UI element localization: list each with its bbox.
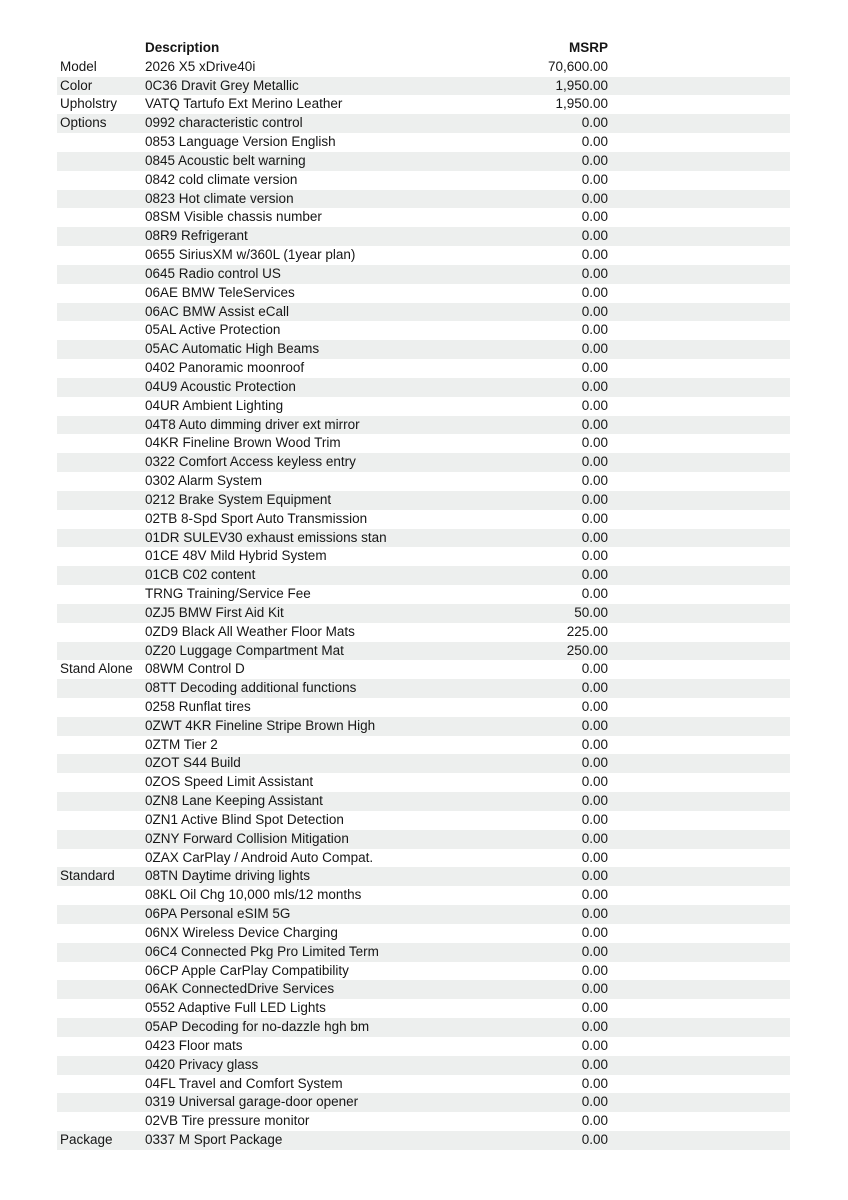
description-cell: 0ZAX CarPlay / Android Auto Compat.: [145, 849, 374, 865]
msrp-cell: 0.00: [581, 360, 608, 376]
msrp-cell: 0.00: [581, 811, 608, 827]
msrp-cell: 0.00: [581, 247, 608, 263]
table-row: [57, 1131, 790, 1150]
table-row: [57, 830, 790, 849]
description-cell: 08R9 Refrigerant: [145, 228, 248, 244]
msrp-cell: 1,950.00: [555, 96, 608, 112]
table-row: [57, 190, 790, 209]
table-header-row: [57, 39, 790, 58]
description-cell: 0423 Floor mats: [145, 1037, 243, 1053]
msrp-cell: 0.00: [581, 416, 608, 432]
table-row: [57, 905, 790, 924]
description-cell: 06AC BMW Assist eCall: [145, 303, 290, 319]
description-cell: 06AK ConnectedDrive Services: [145, 981, 335, 997]
description-cell: 08TT Decoding additional functions: [145, 680, 357, 696]
table-row: [57, 754, 790, 773]
msrp-cell: 0.00: [581, 698, 608, 714]
description-cell: 2026 X5 xDrive40i: [145, 58, 256, 74]
category-label: Color: [60, 77, 93, 93]
msrp-cell: 0.00: [581, 1056, 608, 1072]
description-cell: 0845 Acoustic belt warning: [145, 152, 306, 168]
msrp-cell: 0.00: [581, 1037, 608, 1053]
msrp-cell: 0.00: [581, 755, 608, 771]
msrp-cell: 0.00: [581, 924, 608, 940]
table-row: [57, 1112, 790, 1131]
msrp-cell: 0.00: [581, 491, 608, 507]
description-cell: 0992 characteristic control: [145, 115, 303, 131]
description-cell: 0ZNY Forward Collision Mitigation: [145, 830, 349, 846]
description-cell: 05AP Decoding for no-dazzle hgh bm: [145, 1019, 370, 1035]
msrp-cell: 0.00: [581, 943, 608, 959]
description-cell: 05AL Active Protection: [145, 322, 281, 338]
table-row: [57, 171, 790, 190]
table-row: [57, 321, 790, 340]
description-cell: 0552 Adaptive Full LED Lights: [145, 1000, 326, 1016]
msrp-cell: 0.00: [581, 1094, 608, 1110]
msrp-cell: 0.00: [581, 473, 608, 489]
table-row: [57, 453, 790, 472]
msrp-cell: 0.00: [581, 830, 608, 846]
description-cell: VATQ Tartufo Ext Merino Leather: [145, 96, 343, 112]
description-cell: TRNG Training/Service Fee: [145, 586, 311, 602]
msrp-cell: 0.00: [581, 586, 608, 602]
table-row: [57, 227, 790, 246]
table-row: [57, 208, 790, 227]
msrp-cell: 1,950.00: [555, 77, 608, 93]
msrp-cell: 0.00: [581, 510, 608, 526]
msrp-cell: 0.00: [581, 209, 608, 225]
description-cell: 08SM Visible chassis number: [145, 209, 322, 225]
table-row: [57, 265, 790, 284]
msrp-cell: 0.00: [581, 152, 608, 168]
description-cell: 02VB Tire pressure monitor: [145, 1113, 310, 1129]
category-label: Stand Alone: [60, 661, 133, 677]
description-cell: 0655 SiriusXM w/360L (1year plan): [145, 247, 356, 263]
table-row: [57, 962, 790, 981]
msrp-cell: 0.00: [581, 1075, 608, 1091]
table-row: [57, 999, 790, 1018]
msrp-cell: 0.00: [581, 284, 608, 300]
msrp-cell: 0.00: [581, 435, 608, 451]
description-cell: 08KL Oil Chg 10,000 mls/12 months: [145, 887, 362, 903]
description-cell: 02TB 8-Spd Sport Auto Transmission: [145, 510, 368, 526]
msrp-cell: 0.00: [581, 322, 608, 338]
description-cell: 04FL Travel and Comfort System: [145, 1075, 343, 1091]
msrp-cell: 0.00: [581, 397, 608, 413]
description-cell: 04T8 Auto dimming driver ext mirror: [145, 416, 360, 432]
description-cell: 0C36 Dravit Grey Metallic: [145, 77, 299, 93]
msrp-cell: 0.00: [581, 115, 608, 131]
msrp-cell: 0.00: [581, 793, 608, 809]
description-cell: 0645 Radio control US: [145, 265, 281, 281]
table-row: [57, 246, 790, 265]
description-cell: 0ZJ5 BMW First Aid Kit: [145, 604, 284, 620]
table-row: [57, 152, 790, 171]
description-cell: 06NX Wireless Device Charging: [145, 924, 338, 940]
msrp-cell: 0.00: [581, 774, 608, 790]
msrp-cell: 0.00: [581, 454, 608, 470]
msrp-cell: 0.00: [581, 661, 608, 677]
msrp-cell: 0.00: [581, 265, 608, 281]
description-cell: 06PA Personal eSIM 5G: [145, 906, 291, 922]
description-cell: 0823 Hot climate version: [145, 190, 294, 206]
msrp-cell: 70,600.00: [547, 58, 608, 74]
table-row: [57, 1018, 790, 1037]
table-row: [57, 1056, 790, 1075]
category-label: Options: [60, 115, 107, 131]
category-label: Model: [60, 58, 97, 74]
msrp-cell: 0.00: [581, 134, 608, 150]
description-cell: 0258 Runflat tires: [145, 698, 251, 714]
table-row: [57, 397, 790, 416]
msrp-cell: 0.00: [581, 868, 608, 884]
msrp-cell: 0.00: [581, 1132, 608, 1148]
category-label: Package: [60, 1132, 113, 1148]
description-cell: 0ZWT 4KR Fineline Stripe Brown High: [145, 717, 376, 733]
table-row: [57, 943, 790, 962]
description-cell: 01CB C02 content: [145, 567, 256, 583]
table-row: [57, 924, 790, 943]
msrp-cell: 0.00: [581, 341, 608, 357]
description-cell: 0Z20 Luggage Compartment Mat: [145, 642, 344, 658]
table-row: [57, 547, 790, 566]
msrp-cell: 0.00: [581, 849, 608, 865]
table-body: [57, 58, 790, 1150]
description-cell: 01DR SULEV30 exhaust emissions stan: [145, 529, 387, 545]
description-cell: 0ZTM Tier 2: [145, 736, 218, 752]
description-cell: 08TN Daytime driving lights: [145, 868, 311, 884]
table-row: [57, 1075, 790, 1094]
description-cell: 08WM Control D: [145, 661, 245, 677]
description-cell: 0ZOT S44 Build: [145, 755, 241, 771]
table-row: [57, 529, 790, 548]
table-row: [57, 378, 790, 397]
msrp-cell: 225.00: [566, 623, 608, 639]
msrp-cell: 50.00: [574, 604, 608, 620]
msrp-cell: 0.00: [581, 567, 608, 583]
description-cell: 01CE 48V Mild Hybrid System: [145, 548, 327, 564]
table-row: [57, 284, 790, 303]
table-row: [57, 698, 790, 717]
msrp-cell: 0.00: [581, 717, 608, 733]
description-cell: 0319 Universal garage-door opener: [145, 1094, 359, 1110]
table-row: [57, 717, 790, 736]
table-row: [57, 58, 790, 77]
msrp-cell: 0.00: [581, 981, 608, 997]
table-row: [57, 416, 790, 435]
msrp-cell: 0.00: [581, 378, 608, 394]
table-row: [57, 1037, 790, 1056]
msrp-cell: 0.00: [581, 303, 608, 319]
table-row: [57, 660, 790, 679]
msrp-cell: 0.00: [581, 1000, 608, 1016]
table-row: [57, 736, 790, 755]
description-cell: 05AC Automatic High Beams: [145, 341, 320, 357]
table-row: [57, 472, 790, 491]
vehicle-spec-sheet: [57, 39, 790, 1150]
table-row: [57, 585, 790, 604]
table-row: [57, 359, 790, 378]
description-cell: 04U9 Acoustic Protection: [145, 378, 296, 394]
description-cell: 0212 Brake System Equipment: [145, 491, 332, 507]
description-cell: 0ZD9 Black All Weather Floor Mats: [145, 623, 355, 639]
description-column-header: Description: [145, 40, 220, 55]
msrp-cell: 0.00: [581, 548, 608, 564]
table-row: [57, 980, 790, 999]
msrp-cell: 0.00: [581, 906, 608, 922]
table-row: [57, 491, 790, 510]
table-row: [57, 77, 790, 96]
msrp-cell: 0.00: [581, 228, 608, 244]
description-cell: 06AE BMW TeleServices: [145, 284, 295, 300]
description-cell: 04UR Ambient Lighting: [145, 397, 284, 413]
table-row: [57, 340, 790, 359]
table-row: [57, 604, 790, 623]
table-row: [57, 792, 790, 811]
table-row: [57, 95, 790, 114]
description-cell: 0337 M Sport Package: [145, 1132, 283, 1148]
description-cell: 04KR Fineline Brown Wood Trim: [145, 435, 341, 451]
description-cell: 06C4 Connected Pkg Pro Limited Term: [145, 943, 379, 959]
description-cell: 0ZOS Speed Limit Assistant: [145, 774, 314, 790]
msrp-cell: 0.00: [581, 736, 608, 752]
msrp-cell: 0.00: [581, 887, 608, 903]
table-row: [57, 1093, 790, 1112]
msrp-cell: 0.00: [581, 680, 608, 696]
table-row: [57, 811, 790, 830]
table-row: [57, 849, 790, 868]
table-row: [57, 773, 790, 792]
description-cell: 0302 Alarm System: [145, 473, 263, 489]
table-row: [57, 303, 790, 322]
msrp-column-header: MSRP: [568, 40, 608, 55]
msrp-cell: 0.00: [581, 529, 608, 545]
table-row: [57, 867, 790, 886]
table-row: [57, 566, 790, 585]
description-cell: 0402 Panoramic moonroof: [145, 360, 305, 376]
msrp-cell: 0.00: [581, 962, 608, 978]
table-row: [57, 679, 790, 698]
msrp-cell: 0.00: [581, 1113, 608, 1129]
category-label: Standard: [60, 868, 115, 884]
table-row: [57, 886, 790, 905]
category-label: Upholstry: [60, 96, 118, 112]
description-cell: 0420 Privacy glass: [145, 1056, 259, 1072]
msrp-cell: 0.00: [581, 190, 608, 206]
table-row: [57, 623, 790, 642]
description-cell: 0322 Comfort Access keyless entry: [145, 454, 356, 470]
table-row: [57, 434, 790, 453]
table-row: [57, 114, 790, 133]
description-cell: 06CP Apple CarPlay Compatibility: [145, 962, 349, 978]
table-row: [57, 510, 790, 529]
description-cell: 0ZN1 Active Blind Spot Detection: [145, 811, 344, 827]
description-cell: 0853 Language Version English: [145, 134, 336, 150]
table-row: [57, 642, 790, 661]
table-row: [57, 133, 790, 152]
msrp-cell: 250.00: [566, 642, 608, 658]
description-cell: 0842 cold climate version: [145, 171, 298, 187]
msrp-cell: 0.00: [581, 1019, 608, 1035]
msrp-cell: 0.00: [581, 171, 608, 187]
description-cell: 0ZN8 Lane Keeping Assistant: [145, 793, 323, 809]
